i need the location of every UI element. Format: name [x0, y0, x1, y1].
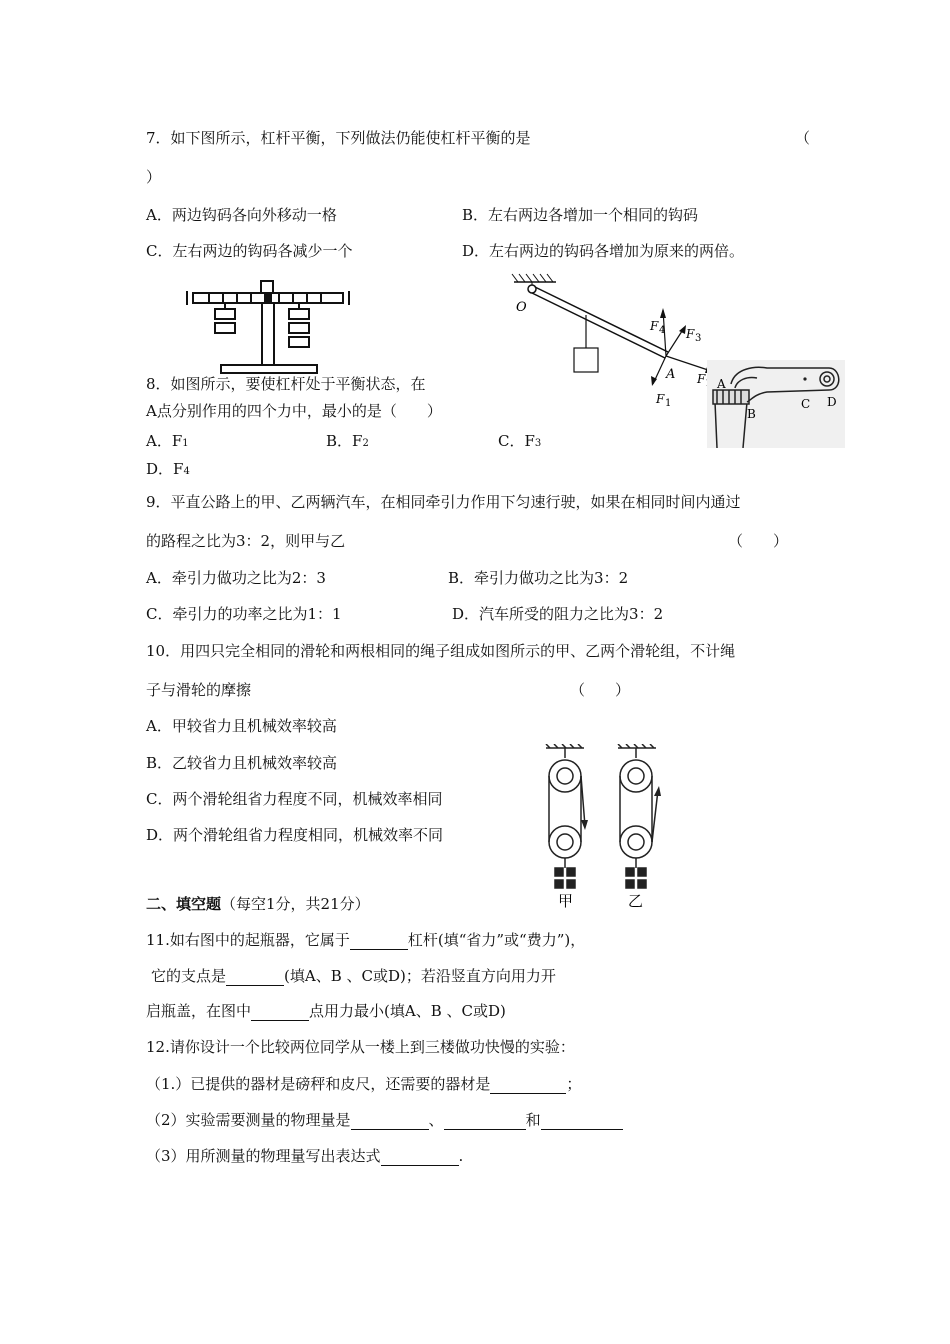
q10-paren: （ ） — [570, 681, 631, 699]
label-f1: F — [656, 392, 665, 406]
q9-option-b: B．牵引力做功之比为3：2 — [448, 569, 629, 587]
q12-blank-equipment[interactable] — [490, 1077, 566, 1094]
q10-option-c: C．两个滑轮组省力程度不同，机械效率相同 — [146, 790, 443, 808]
q12-blank-expression[interactable] — [381, 1149, 459, 1166]
opener-label-a: A — [717, 377, 726, 391]
label-o: O — [516, 300, 527, 315]
q11-line1: 11.如右图中的起瓶器，它属于 杠杆(填“省力”或“费力”)， — [146, 931, 586, 949]
label-f1-sub: 1 — [665, 398, 672, 409]
q12-stem: 12.请你设计一个比较两位同学从一楼上到三楼做功快慢的实验： — [146, 1038, 575, 1056]
label-f3: F — [686, 327, 695, 341]
q7-paren-close: ） — [146, 168, 162, 186]
q7-option-b: B．左右两边各增加一个相同的钩码 — [462, 206, 699, 224]
bottle-opener-figure — [707, 360, 845, 448]
q7-paren-open: （ — [795, 129, 811, 147]
opener-label-c: C — [801, 397, 811, 411]
q10-option-d: D．两个滑轮组省力程度相同，机械效率不同 — [146, 826, 444, 844]
label-f4: F — [650, 319, 659, 333]
pulley-label-yi: 乙 — [628, 892, 644, 910]
pulley-label-jia: 甲 — [558, 892, 574, 910]
q10-option-b: B．乙较省力且机械效率较高 — [146, 754, 338, 772]
label-a: A — [666, 367, 676, 382]
q12-blank-quantity-3[interactable] — [541, 1113, 623, 1130]
q11-blank-2[interactable] — [226, 969, 284, 986]
q10-line2: 子与滑轮的摩擦 — [146, 681, 252, 699]
label-f4-sub: 4 — [659, 325, 666, 336]
opener-label-d: D — [827, 395, 837, 409]
q9-option-c: C．牵引力的功率之比为1：1 — [146, 605, 342, 623]
q12-part1: （1.）已提供的器材是磅秤和皮尺，还需要的器材是 ； — [146, 1075, 582, 1093]
q7-option-a: A．两边钩码各向外移动一格 — [146, 206, 337, 224]
pulley-systems-figure — [540, 744, 680, 910]
lever-forces-figure — [508, 272, 720, 412]
q11-line2: 它的支点是 (填A、B 、C或D)；若沿竖直方向用力开 — [151, 967, 556, 985]
q9-line1: 9．平直公路上的甲、乙两辆汽车，在相同牵引力作用下匀速行驶，如果在相同时间内通过 — [146, 493, 741, 511]
balance-lever-figure — [185, 277, 355, 377]
q8-option-a: A．F1 — [146, 432, 189, 450]
label-f2: F — [697, 372, 706, 386]
opener-label-b: B — [747, 407, 756, 421]
q11-line3: 启瓶盖，在图中 点用力最小(填A、B 、C或D) — [146, 1002, 506, 1020]
q12-part3: （3）用所测量的物理量写出表达式 . — [146, 1147, 464, 1165]
q11-blank-3[interactable] — [251, 1004, 309, 1021]
label-f3-sub: 3 — [695, 333, 702, 344]
q9-paren: （ ） — [728, 532, 789, 550]
q11-blank-1[interactable] — [350, 933, 408, 950]
q8-line1: 8．如图所示，要使杠杆处于平衡状态，在 — [146, 375, 426, 393]
q12-blank-quantity-2[interactable] — [444, 1113, 526, 1130]
q7-stem: 7．如下图所示，杠杆平衡，下列做法仍能使杠杆平衡的是 — [146, 129, 531, 147]
q9-option-a: A．牵引力做功之比为2：3 — [146, 569, 326, 587]
q9-option-d: D．汽车所受的阻力之比为3：2 — [452, 605, 664, 623]
q10-option-a: A．甲较省力且机械效率较高 — [146, 717, 337, 735]
q9-line2: 的路程之比为3：2，则甲与乙 — [146, 532, 346, 550]
q8-option-c: C．F3 — [498, 432, 542, 450]
q8-option-d: D．F4 — [146, 460, 190, 478]
q8-option-b: B．F2 — [326, 432, 369, 450]
q8-line2: A点分别作用的四个力中，最小的是（ ） — [146, 402, 442, 420]
section2-heading: 二、填空题（每空1分，共21分） — [146, 895, 370, 913]
q12-blank-quantity-1[interactable] — [351, 1113, 429, 1130]
q10-line1: 10．用四只完全相同的滑轮和两根相同的绳子组成如图所示的甲、乙两个滑轮组，不计绳 — [146, 642, 736, 660]
q12-part2: （2）实验需要测量的物理量是 、 和 — [146, 1110, 623, 1130]
q7-option-c: C．左右两边的钩码各减少一个 — [146, 242, 353, 260]
q7-option-d: D．左右两边的钩码各增加为原来的两倍。 — [462, 242, 745, 260]
